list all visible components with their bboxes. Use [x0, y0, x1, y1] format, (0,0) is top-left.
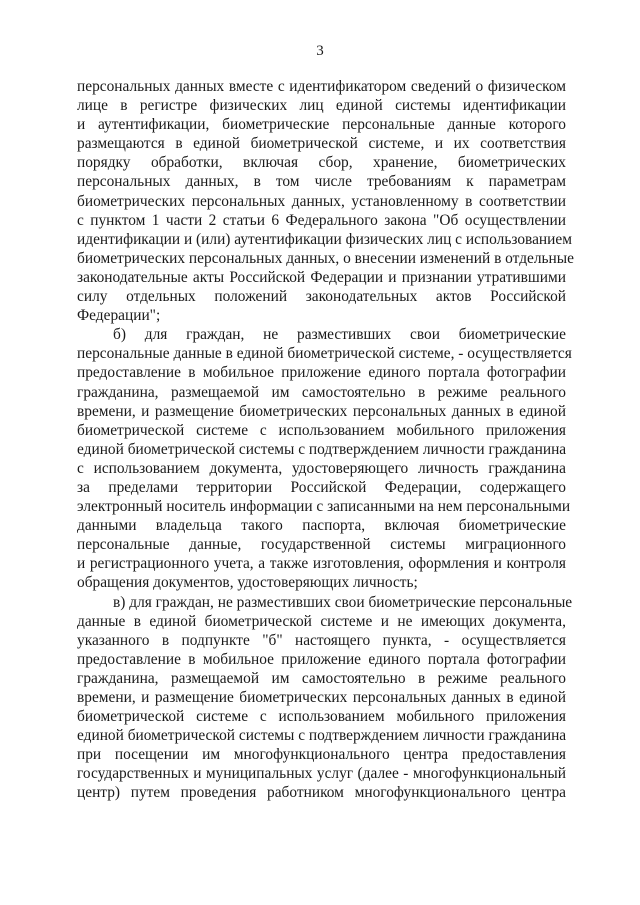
text-line: за пределами территории Российской Федерации, содержащего [77, 478, 566, 496]
text-line: персональных данных, в том числе требованиям к параметрам [77, 173, 566, 191]
text-line: биометрической системе с использованием мобильного приложения [77, 421, 566, 439]
text-line: биометрической системе с использованием мобильного приложения [77, 708, 566, 726]
text-line: и регистрационного учета, а также изготовления, оформления и контроля [77, 555, 566, 573]
text-line: биометрических персональных данных, установленному в соответствии [77, 192, 566, 210]
text-line: единой биометрической системы с подтверждением личности гражданина [77, 440, 567, 458]
text-line: с использованием документа, удостоверяющего личность гражданина [77, 459, 566, 477]
text-line: предоставление в мобильное приложение единого портала фотографии [77, 650, 566, 668]
text-line: б) для граждан, не разместивших свои биометрические [113, 326, 566, 344]
text-line: гражданина, размещаемой им самостоятельно в режиме реального [77, 383, 566, 401]
text-line: биометрических персональных данных, о внесении изменений в отдельные [77, 249, 574, 267]
text-line: предоставление в мобильное приложение единого портала фотографии [77, 364, 566, 382]
text-line: персональных данных вместе с идентификатором сведений о физическом [77, 78, 566, 95]
text-line: государственных и муниципальных услуг (далее - многофункциональный [77, 765, 566, 783]
text-line: силу отдельных положений законодательных актов Российской [77, 288, 566, 306]
text-line: гражданина, размещаемой им самостоятельно в режиме реального [77, 669, 566, 687]
text-line: размещаются в единой биометрической системе, и их соответствия [77, 135, 566, 153]
text-line: Федерации"; [77, 307, 161, 325]
text-line: времени, и размещение биометрических персональных данных в единой [77, 402, 566, 420]
text-line: персональные данные в единой биометрической системе, - осуществляется [77, 345, 572, 363]
text-line: электронный носитель информации с записанными на нем персональными [77, 498, 571, 516]
text-line: единой биометрической системы с подтверждением личности гражданина [77, 727, 567, 745]
text-line: данными владельца такого паспорта, включая биометрические [77, 517, 566, 535]
text-line: при посещении им многофункционального центра предоставления [77, 746, 566, 764]
text-line: лице в регистре физических лиц единой системы идентификации [77, 97, 566, 115]
text-line: законодательные акты Российской Федерации и признании утратившими [77, 268, 566, 286]
text-line: идентификации и (или) аутентификации физических лиц с использованием [77, 230, 572, 248]
document-body [77, 77, 574, 803]
text-line: в) для граждан, не разместивших свои биометрические персональные [113, 593, 573, 611]
text-line: персональные данные, государственной системы миграционного [77, 536, 566, 554]
text-line: центр) путем проведения работником многофункционального центра [77, 784, 566, 802]
text-line: с пунктом 1 части 2 статьи 6 Федерального закона "Об осуществлении [77, 211, 566, 229]
page-number: 3 [316, 43, 324, 59]
text-line: обращения документов, удостоверяющих личность; [77, 574, 418, 592]
text-line: данные в единой биометрической системе и не имеющих документа, [77, 612, 566, 630]
text-line: времени, и размещение биометрических персональных данных в единой [77, 689, 566, 706]
text-line: и аутентификации, биометрические персональные данные которого [77, 116, 566, 134]
text-line: порядку обработки, включая сбор, хранение, биометрических [77, 154, 566, 172]
text-line: указанного в подпункте "б" настоящего пункта, - осуществляется [77, 631, 566, 649]
